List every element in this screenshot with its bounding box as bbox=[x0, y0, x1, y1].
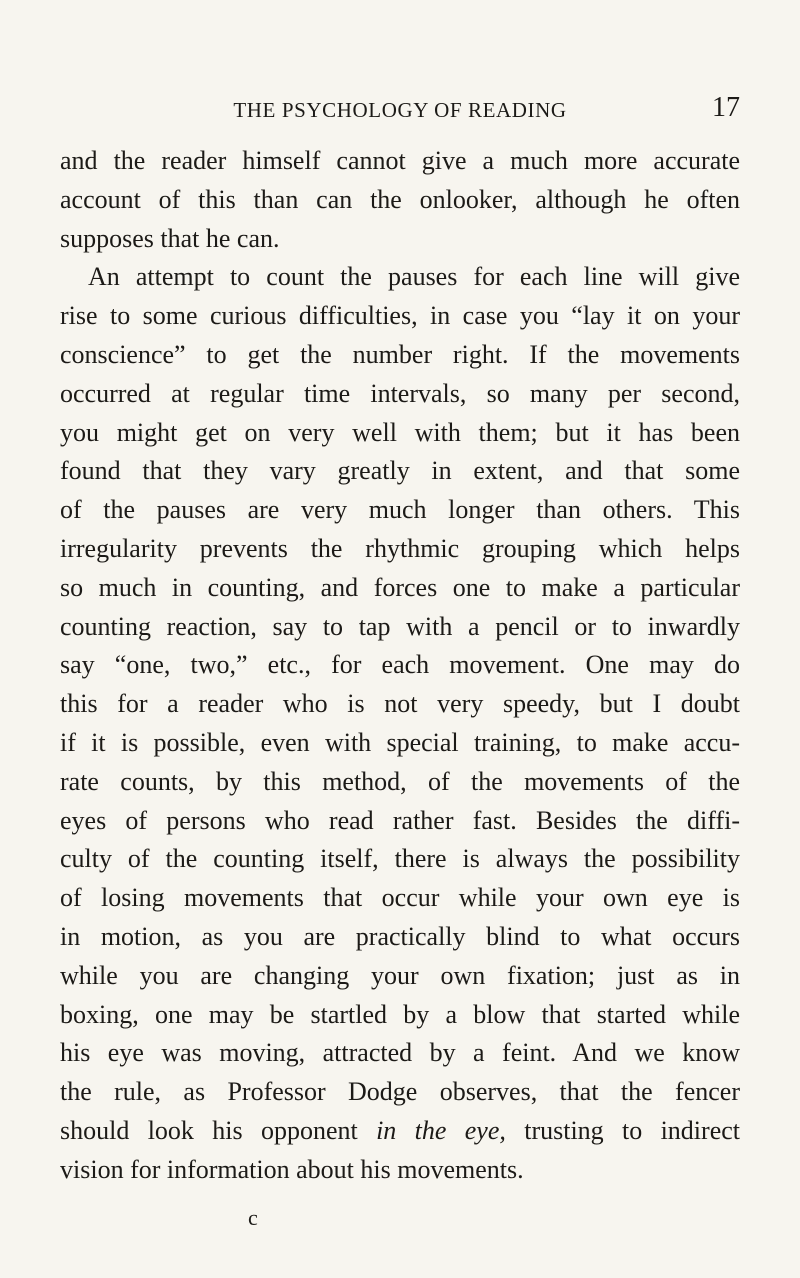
text-line: counting reaction, say to tap with a pencil or to inwardly bbox=[60, 611, 740, 641]
italic-phrase: in the eye, bbox=[376, 1115, 506, 1145]
text-line: vision for information about his movements. bbox=[60, 1154, 524, 1184]
text-line: of losing movements that occur while your own eye is bbox=[60, 883, 740, 913]
text-line-with-italic bbox=[60, 1112, 740, 1151]
text-line: supposes that he can. bbox=[60, 223, 280, 253]
text-line: his eye was moving, attracted by a feint. And we know bbox=[60, 1038, 740, 1068]
text-line: account of this than can the onlooker, although he often bbox=[60, 184, 740, 214]
page-number: 17 bbox=[712, 92, 740, 123]
paragraph-first-line: An attempt to count the pauses for each line will give bbox=[88, 262, 740, 292]
text-line: and the reader himself cannot give a much more accurate bbox=[60, 146, 740, 175]
text-line: rise to some curious difficulties, in case you “lay it on your bbox=[60, 301, 740, 331]
text-line: in motion, as you are practically blind to what occurs bbox=[60, 921, 740, 951]
signature-mark: c bbox=[248, 1205, 258, 1230]
line-start: should look his opponent bbox=[60, 1115, 377, 1145]
running-head bbox=[60, 92, 740, 132]
text-line: the rule, as Professor Dodge observes, that the fencer bbox=[60, 1077, 740, 1107]
text-line: you might get on very well with them; but it has been bbox=[60, 417, 740, 447]
text-line: found that they vary greatly in extent, and that some bbox=[60, 456, 740, 486]
text-line: conscience” to get the number right. If the movements bbox=[60, 339, 740, 369]
text-line: so much in counting, and forces one to make a particular bbox=[60, 572, 740, 602]
running-title: THE PSYCHOLOGY OF READING bbox=[233, 98, 567, 122]
body-text bbox=[60, 142, 740, 1190]
line-end: trusting to indirect bbox=[505, 1115, 740, 1145]
text-line: irregularity prevents the rhythmic grouping which helps bbox=[60, 533, 740, 563]
text-line: while you are changing your own fixation; just as in bbox=[60, 960, 740, 990]
text-line: boxing, one may be startled by a blow that started while bbox=[60, 999, 740, 1029]
text-line: rate counts, by this method, of the movements of the bbox=[60, 766, 740, 796]
text-line: culty of the counting itself, there is always the possibility bbox=[60, 844, 740, 874]
text-line: if it is possible, even with special training, to make accu- bbox=[60, 727, 740, 757]
text-line: eyes of persons who read rather fast. Besides the diffi- bbox=[60, 805, 740, 835]
text-line: occurred at regular time intervals, so many per second, bbox=[60, 378, 740, 408]
text-line: this for a reader who is not very speedy, but I doubt bbox=[60, 689, 740, 719]
text-line: say “one, two,” etc., for each movement. One may do bbox=[60, 650, 740, 680]
text-line: of the pauses are very much longer than others. This bbox=[60, 495, 740, 525]
